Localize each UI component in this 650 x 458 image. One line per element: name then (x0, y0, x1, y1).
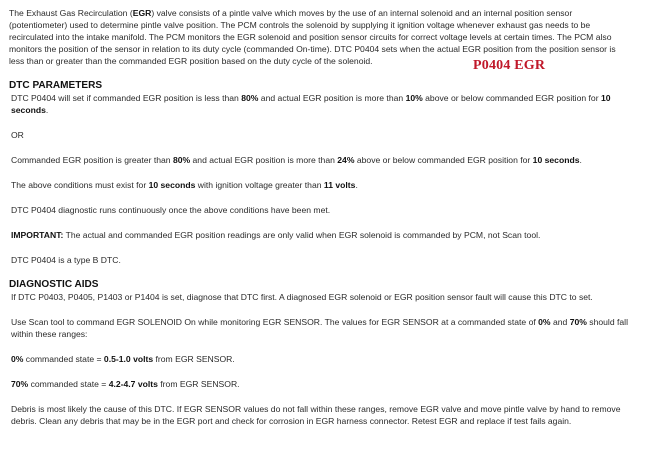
bold-value: 11 volts (323, 180, 356, 190)
bold-value: 70% (11, 379, 29, 389)
text: DTC P0404 will set if commanded EGR position is less than (11, 93, 242, 103)
bold-value: 24% (337, 155, 355, 165)
intro-text-1: The Exhaust Gas Recirculation ( (9, 8, 133, 18)
bold-value: 10% (405, 93, 423, 103)
text: and actual EGR position is more than (190, 155, 338, 165)
text: Use Scan tool to command EGR SOLENOID On while monitoring EGR SENSOR. The values for EGR SENSOR at a commanded state of (11, 317, 539, 327)
text: The above conditions must exist for (11, 180, 149, 190)
intro-text-2: ) valve consists of a pintle valve which moves by the use of an internal solenoid and an internal position sensor (potentiometer) used to determine pintle valve position. The PCM controls the solenoid by supplying it ignition voltage whenever exhaust gas needs to be recirculated into the intake manifold. The PCM monitors the EGR solenoid and position sensor circuits for correct voltage levels at certain times. The PCM also monitors the position of the sensor in relation to its duty cycle (commanded On-time). DTC P0404 sets when the actual EGR position from the position sensor is less than or greater than the commanded EGR position based on the duty cycle of the solenoid. (9, 8, 616, 66)
text: . (45, 105, 49, 115)
text: commanded state = (23, 354, 104, 364)
text: and actual EGR position is more than (258, 93, 406, 103)
text: from EGR SENSOR. (153, 354, 235, 364)
diagnose-first-note: If DTC P0403, P0405, P1403 or P1404 is set, diagnose that DTC first. A diagnosed EGR solenoid or EGR position sensor fault will cause this DTC to set. (11, 292, 593, 302)
bold-value: 10 seconds (148, 180, 196, 190)
bold-value: 0% (11, 354, 24, 364)
text: and (550, 317, 570, 327)
p0404-egr-title-stamp: P0404 EGR (473, 58, 546, 73)
bold-value: 80% (241, 93, 259, 103)
text: . (355, 180, 358, 190)
diagnostic-aids-heading: DIAGNOSTIC AIDS (9, 279, 99, 290)
scan-tool-instruction (9, 316, 639, 340)
dtc-condition-2 (9, 154, 639, 166)
text: commanded state = (28, 379, 109, 389)
text: from EGR SENSOR. (157, 379, 240, 389)
intro-egr-bold: EGR (132, 8, 152, 18)
range-70-percent (9, 378, 639, 390)
bold-value: 10 seconds (11, 93, 611, 115)
dtc-runs-note: DTC P0404 diagnostic runs continuously once the above conditions have been met. (11, 205, 331, 215)
text: Commanded EGR position is greater than (11, 155, 173, 165)
bold-value: 0% (538, 317, 551, 327)
bold-value: 0.5-1.0 volts (103, 354, 154, 364)
dtc-type-note: DTC P0404 is a type B DTC. (11, 255, 121, 265)
dtc-condition-1 (9, 92, 639, 116)
text: above or below commanded EGR position for (354, 155, 533, 165)
dtc-condition-duration (9, 179, 639, 191)
text: . (579, 155, 582, 165)
or-separator: OR (11, 130, 24, 140)
important-label: IMPORTANT: (11, 230, 64, 240)
text: above or below commanded EGR position for (422, 93, 601, 103)
text: The actual and commanded EGR position readings are only valid when EGR solenoid is commanded by PCM, not Scan tool. (63, 230, 541, 240)
important-note (9, 229, 639, 241)
bold-value: 10 seconds (532, 155, 580, 165)
dtc-parameters-heading: DTC PARAMETERS (9, 80, 103, 91)
bold-value: 70% (569, 317, 587, 327)
debris-note: Debris is most likely the cause of this DTC. If EGR SENSOR values do not fall within these ranges, remove EGR valve and move pintle valve by hand to remove debris. Clean any debris that may be in the EGR port and check for corrosion in EGR harness connector. Retest EGR and replace if test fails again. (11, 404, 621, 426)
bold-value: 80% (172, 155, 191, 165)
bold-value: 4.2-4.7 volts (108, 379, 158, 389)
range-0-percent (9, 353, 639, 365)
text: should fall within these ranges: (11, 317, 628, 339)
text: with ignition voltage greater than (195, 180, 324, 190)
